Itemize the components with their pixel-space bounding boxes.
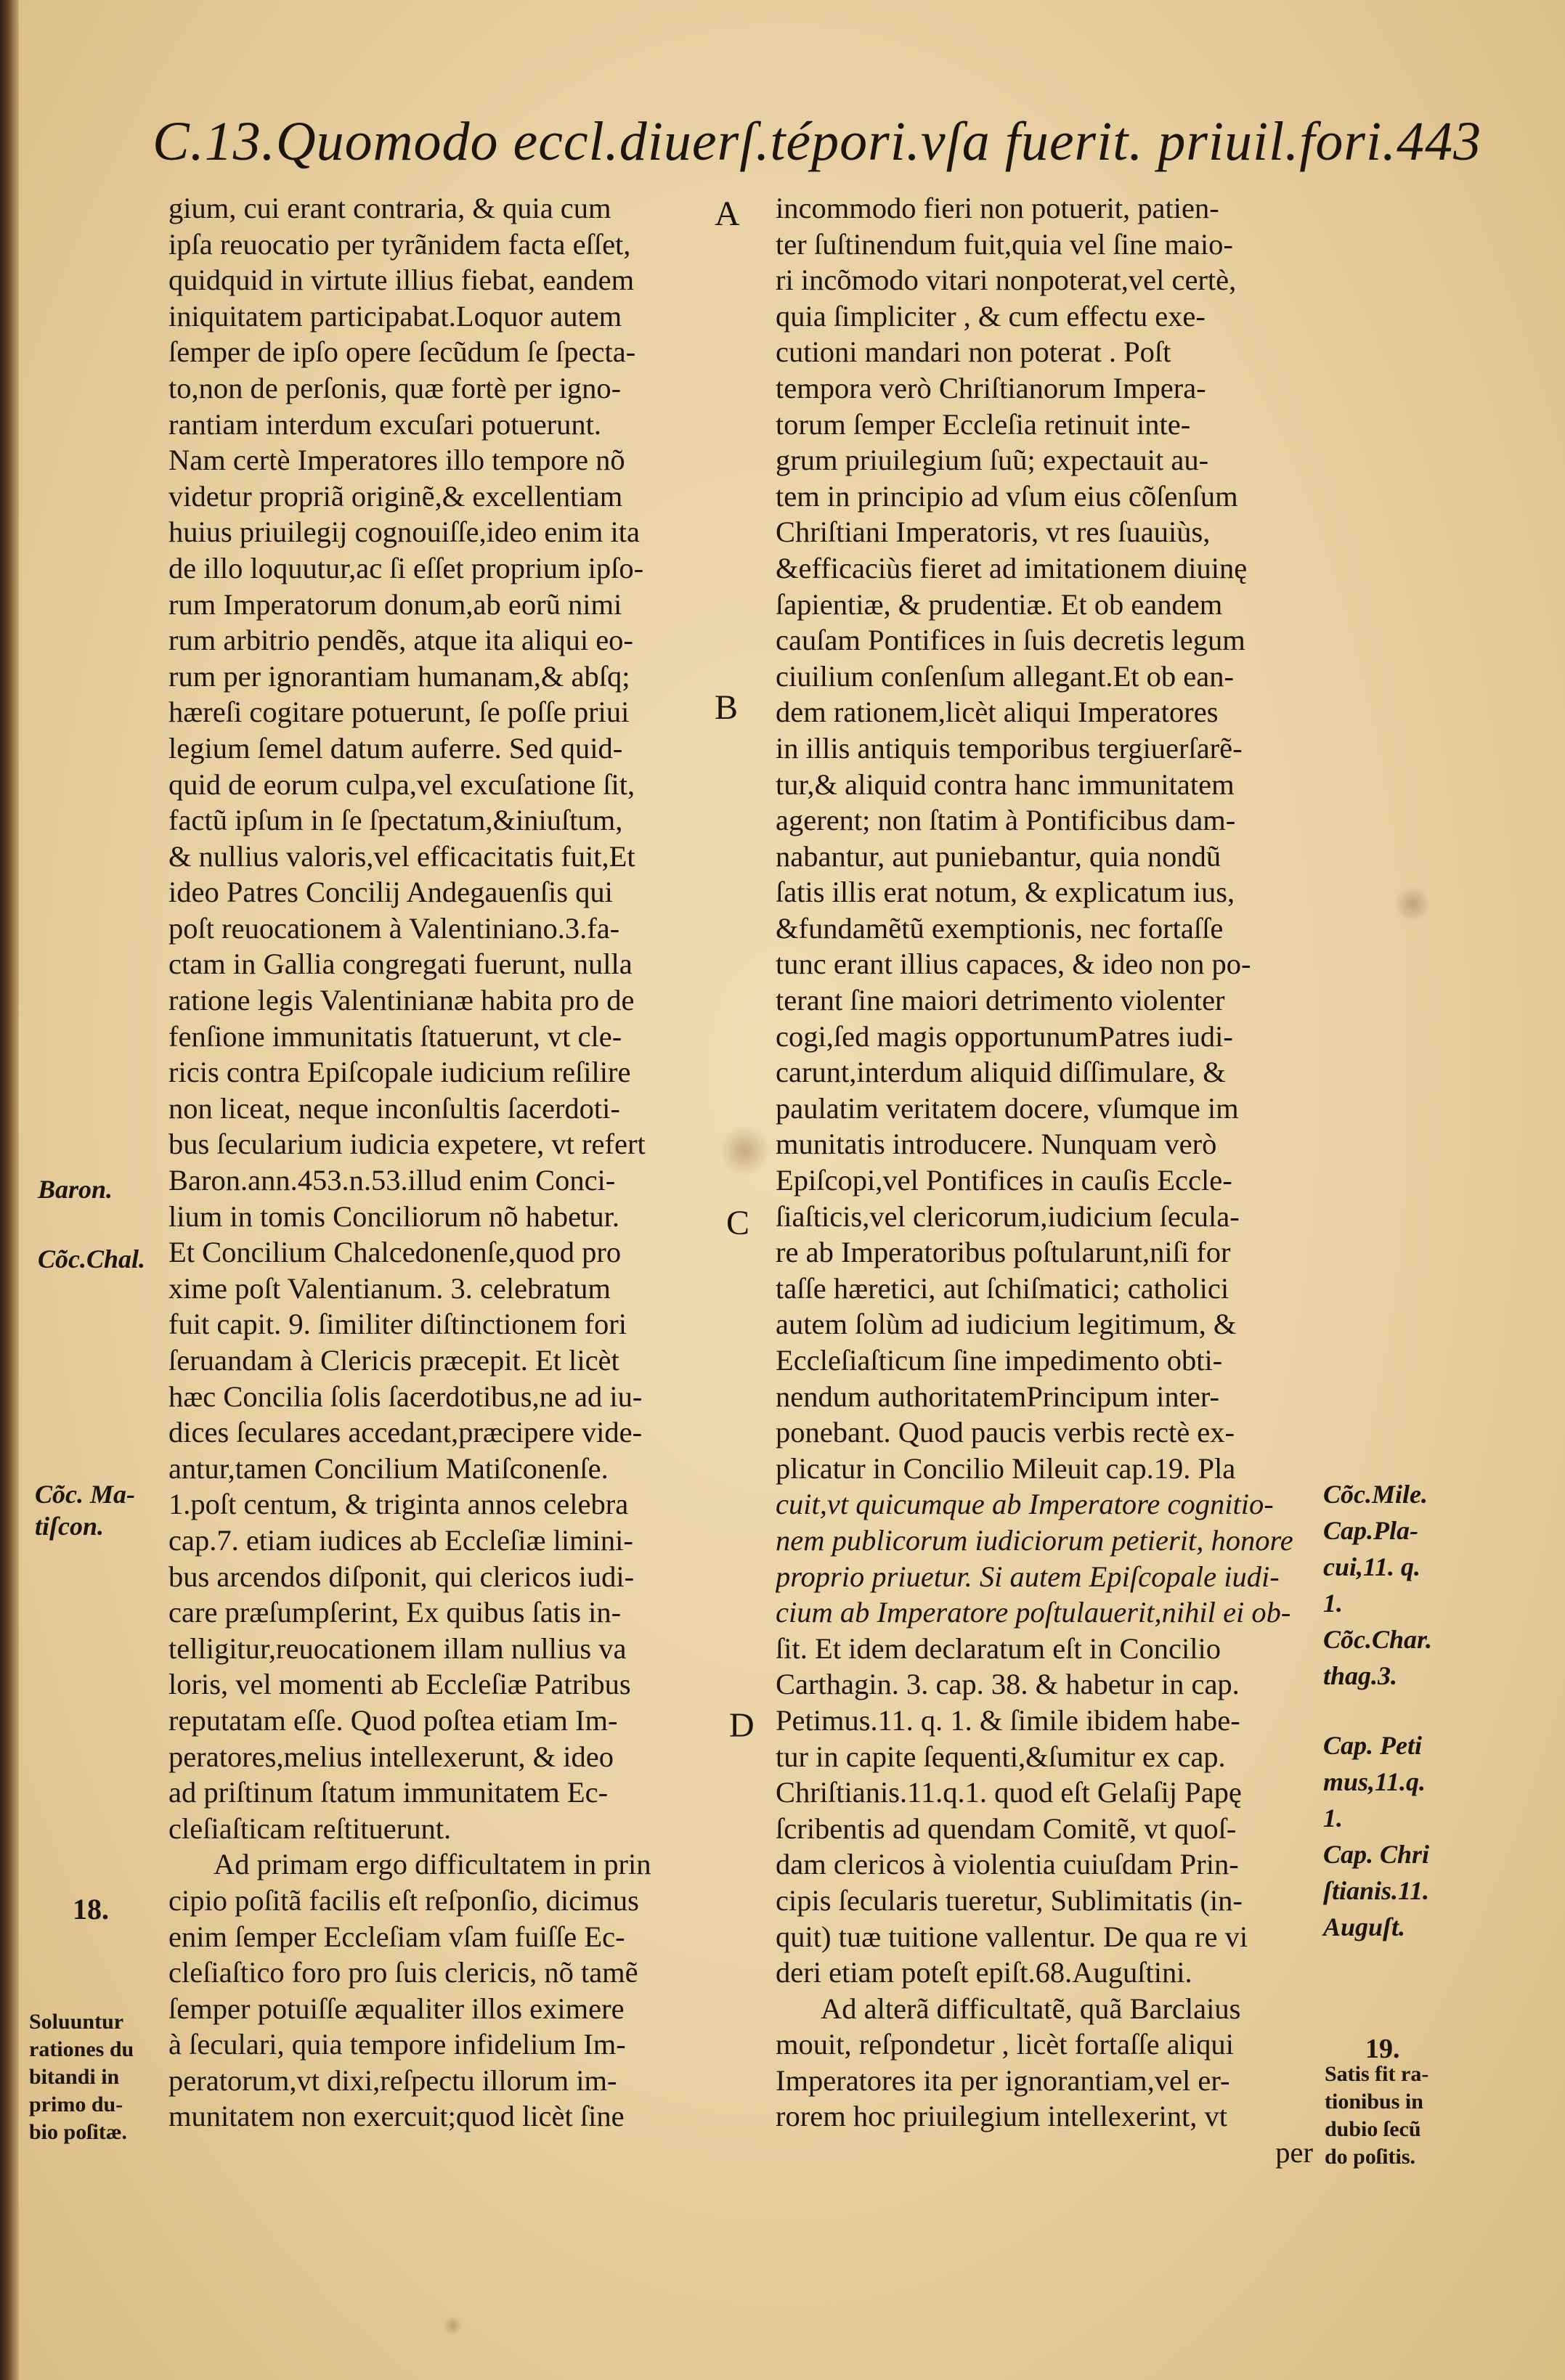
text-line: reputatam eſſe. Quod poſtea etiam Im- (168, 1703, 618, 1737)
text-line: to,non de perſonis, quæ fortè per igno- (168, 371, 622, 404)
text-line: munitatem non exercuit;quod licèt ſine (168, 2100, 625, 2133)
text-line: cium ab Imperatore poſtulauerit,nihil ei ob- (776, 1596, 1291, 1629)
text-line: de illo loquutur,ac ſi eſſet proprium ipſo- (168, 551, 644, 584)
margin-summary-right-1: Satis fit ra- (1325, 2062, 1429, 2086)
text-line: quid de eorum culpa,vel excuſatione ſit, (168, 767, 635, 801)
text-line: legium ſemel datum auferre. Sed quid- (168, 731, 623, 765)
text-line: telligitur,reuocationem illam nullius va (168, 1631, 627, 1665)
text-line: lium in tomis Conciliorum nõ habetur. (168, 1199, 619, 1233)
margin-summary-left-2: rationes du (29, 2037, 134, 2061)
text-line: tur,& aliquid contra hanc immunitatem (776, 767, 1235, 801)
text-line: factũ ipſum in ſe ſpectatum,&iniuſtum, (168, 804, 623, 837)
section-letter-a: A (715, 195, 740, 233)
margin-note-cap-petimus-3: 1. (1323, 1804, 1343, 1833)
text-line: ipſa reuocatio per tyrãnidem facta eſſet, (168, 227, 631, 261)
text-line: Epiſcopi,vel Pontifices in cauſis Eccle- (776, 1164, 1232, 1197)
text-line: paulatim veritatem docere, vſumque im (776, 1091, 1239, 1125)
margin-note-conc-matiscon: Cõc. Ma- (35, 1480, 135, 1509)
text-line: torum ſemper Eccleſia retinuit inte- (776, 407, 1191, 441)
section-letter-b: B (715, 688, 739, 727)
book-spine-edge (0, 0, 19, 2380)
text-line: ricis contra Epiſcopale iudicium reſilire (168, 1056, 631, 1089)
ink-blot (1394, 886, 1431, 922)
text-line: videtur propriã originẽ,& excellentiam (168, 479, 623, 513)
text-line: huius priuilegij cognouiſſe,ideo enim ita (168, 515, 641, 549)
text-line: hæc Concilia ſolis ſacerdotibus,ne ad iu- (168, 1379, 643, 1413)
text-line: non liceat, neque inconſultis ſacerdoti- (168, 1091, 620, 1125)
text-line: cipio poſitã facilis eſt reſponſio, dicimus (168, 1883, 639, 1917)
text-line: Baron.ann.453.n.53.illud enim Conci- (168, 1164, 616, 1197)
text-line: gium, cui erant contraria, & quia cum (168, 192, 611, 224)
text-line: Imperatores ita per ignorantiam,vel er- (776, 2063, 1230, 2097)
text-line: Carthagin. 3. cap. 38. & habetur in cap. (776, 1668, 1240, 1701)
margin-note-conc-carthag-1: Cõc.Char. (1323, 1625, 1433, 1654)
margin-note-cap-christianis-1: Cap. Chri (1323, 1840, 1430, 1869)
margin-note-cap-placuit-1: Cap.Pla- (1323, 1516, 1418, 1545)
text-line: in illis antiquis temporibus tergiuerſarẽ- (776, 731, 1243, 765)
text-line: carunt,interdum aliquid diſſimulare, & (776, 1056, 1226, 1089)
text-line: antur,tamen Concilium Matiſconenſe. (168, 1451, 609, 1485)
text-line: plicatur in Concilio Mileuit cap.19. Pla (776, 1451, 1236, 1485)
text-line: ſcribentis ad quendam Comitẽ, vt quoſ- (776, 1812, 1237, 1845)
text-line: xime poſt Valentianum. 3. celebratum (168, 1271, 611, 1305)
text-line: rum per ignorantiam humanam,& abſq; (168, 659, 630, 693)
text-line: tunc erant illius capaces, & ideo non po- (776, 947, 1251, 981)
text-line: ad priſtinum ſtatum immunitatem Ec- (168, 1776, 609, 1809)
text-line: Petimus.11. q. 1. & ſimile ibidem habe- (776, 1703, 1240, 1737)
margin-note-cap-petimus-1: Cap. Peti (1323, 1731, 1422, 1760)
text-line: & nullius valoris,vel efficacitatis fuit,Et (168, 839, 635, 873)
text-line: proprio priuetur. Si autem Epiſcopale iudi- (776, 1560, 1280, 1593)
text-line: cauſam Pontifices in ſuis decretis legum (776, 624, 1245, 657)
text-line: munitatis introducere. Nunquam verò (776, 1128, 1217, 1161)
text-line: ctam in Gallia congregati fuerunt, nulla (168, 947, 633, 981)
text-line: tempora verò Chriſtianorum Impera- (776, 371, 1206, 404)
text-line: ratione legis Valentinianæ habita pro de (168, 984, 635, 1017)
text-line: dam clericos à violentia cuiuſdam Prin- (776, 1848, 1239, 1881)
ink-blot (443, 2316, 462, 2335)
text-line: quit) tuæ tuitione vallentur. De qua re vi (776, 1920, 1248, 1953)
text-line: nabantur, aut puniebantur, quia nondũ (776, 839, 1221, 873)
text-line: rum arbitrio pendẽs, atque ita aliqui eo- (168, 624, 633, 657)
text-line: ſemper potuiſſe æqualiter illos eximere (168, 1992, 625, 2025)
text-line: Nam certè Imperatores illo tempore nõ (168, 444, 625, 477)
text-line: tur in capite ſequenti,&ſumitur ex cap. (776, 1740, 1226, 1773)
margin-note-conc-matiscon-cont: tiſcon. (35, 1512, 104, 1541)
text-line: fenſione immunitatis ſtatuerunt, vt cle- (168, 1019, 622, 1053)
text-line: ciuilium conſenſum allegant.Et ob ean- (776, 659, 1234, 693)
text-line: bus ſecularium iudicia expetere, vt refert (168, 1128, 646, 1161)
text-line: iniquitatem participabat.Loquor autem (168, 299, 622, 333)
text-line: bus arcendos diſponit, qui clericos iudi- (168, 1560, 635, 1593)
margin-note-number-18: 18. (73, 1893, 109, 1925)
margin-summary-right-3: dubio ſecũ (1325, 2117, 1421, 2141)
text-line: cipis ſecularis tueretur, Sublimitatis (in- (776, 1883, 1243, 1917)
text-line: ſiaſticis,vel clericorum,iudicium ſecula- (776, 1199, 1240, 1233)
text-line: taſſe hæretici, aut ſchiſmatici; catholici (776, 1271, 1229, 1305)
margin-note-cap-placuit-2: cui,11. q. (1323, 1552, 1421, 1581)
text-line: incommodo fieri non potuerit, patien- (776, 192, 1219, 224)
ink-blot (719, 1125, 770, 1176)
text-line: ſeruandam à Clericis præcepit. Et licèt (168, 1344, 619, 1377)
text-line: agerent; non ſtatim à Pontificibus dam- (776, 804, 1236, 837)
text-line: rum Imperatorum donum,ab eorũ nimi (168, 587, 622, 621)
text-line: ſapientiæ, & prudentiæ. Et ob eandem (776, 587, 1223, 621)
text-line: ſemper de ipſo opere ſecũdum ſe ſpecta- (168, 335, 636, 369)
right-text-column (776, 190, 1313, 2171)
text-line: peratores,melius intellexerunt, & ideo (168, 1740, 614, 1773)
text-line: ri incõmodo vitari nonpoterat,vel certè, (776, 264, 1237, 297)
margin-note-cap-christianis-2: ſtianis.11. (1323, 1876, 1430, 1905)
margin-summary-right-2: tionibus in (1325, 2090, 1423, 2114)
text-line: cap.7. etiam iudices ab Eccleſiæ limini- (168, 1523, 633, 1557)
left-text-column (168, 190, 706, 2135)
text-line: à ſeculari, quia tempore infidelium Im- (168, 2028, 626, 2061)
text-line: nem publicorum iudiciorum petierit, honore (776, 1523, 1293, 1557)
margin-summary-left-5: bio poſitæ. (29, 2120, 128, 2144)
margin-note-cap-petimus-2: mus,11.q. (1323, 1767, 1426, 1796)
text-line: quia ſimpliciter , & cum effectu exe- (776, 299, 1206, 333)
margin-note-conc-mileuit: Cõc.Mile. (1323, 1480, 1428, 1509)
margin-summary-right-4: do poſitis. (1325, 2145, 1416, 2169)
text-line: Chriſtiani Imperatoris, vt res ſuauiùs, (776, 515, 1211, 549)
text-line: dem rationem,licèt aliqui Imperatores (776, 696, 1219, 729)
text-line: cogi,ſed magis opportunumPatres iudi- (776, 1019, 1233, 1053)
text-line: mouit, reſpondetur , licèt fortaſſe aliqui (776, 2028, 1234, 2061)
text-line: ſit. Et idem declaratum eſt in Concilio (776, 1631, 1221, 1665)
text-line: ſatis illis erat notum, & explicatum ius, (776, 876, 1235, 909)
text-line: autem ſolùm ad iudicium legitimum, & (776, 1308, 1237, 1341)
text-line: cleſiaſtico foro pro ſuis clericis, nõ tamẽ (168, 1956, 638, 1989)
margin-summary-left-1: Soluuntur (29, 2010, 124, 2034)
margin-summary-left-3: bitandi in (29, 2065, 120, 2089)
text-line: Eccleſiaſticum ſine impedimento obti- (776, 1344, 1223, 1377)
text-line: 1.poſt centum, & triginta annos celebra (168, 1488, 629, 1521)
text-line: re ab Imperatoribus poſtularunt,niſi for (776, 1236, 1231, 1269)
text-line: &fundamẽtũ exemptionis, nec fortaſſe (776, 911, 1224, 945)
section-letter-c: C (726, 1204, 750, 1242)
margin-note-cap-placuit-3: 1. (1323, 1589, 1343, 1618)
margin-summary-left-4: primo du- (29, 2092, 123, 2116)
margin-note-number-19: 19. (1365, 2034, 1400, 2064)
text-line: dices ſeculares accedant,præcipere vide- (168, 1416, 643, 1449)
text-line: rantiam interdum excuſari potuerunt. (168, 407, 602, 441)
text-line: quidquid in virtute illius fiebat, eandem (168, 264, 635, 297)
text-line: peratorum,vt dixi,reſpectu illorum im- (168, 2063, 617, 2097)
text-line: per (1275, 2136, 1313, 2169)
margin-note-conc-carthag-2: thag.3. (1323, 1661, 1398, 1690)
text-line: poſt reuocationem à Valentiniano.3.fa- (168, 911, 620, 945)
text-line: deri etiam poteſt epiſt.68.Auguſtini. (776, 1956, 1192, 1989)
text-line: cutioni mandari non poterat . Poſt (776, 335, 1171, 369)
text-line: ponebant. Quod paucis verbis rectè ex- (776, 1416, 1235, 1449)
text-line: nendum authoritatemPrincipum inter- (776, 1379, 1220, 1413)
text-line: terant ſine maiori detrimento violenter (776, 984, 1225, 1017)
text-line: &efficaciùs fieret ad imitationem diuinę (776, 551, 1248, 584)
text-line: Et Concilium Chalcedonenſe,quod pro (168, 1236, 622, 1269)
text-line: enim ſemper Eccleſiam vſam fuiſſe Ec- (168, 1920, 625, 1953)
text-line: cleſiaſticam reſtituerunt. (168, 1812, 452, 1845)
text-line: Ad alterã difficultatẽ, quã Barclaius (821, 1992, 1241, 2025)
text-line: care præſumpſerint, Ex quibus ſatis in- (168, 1596, 622, 1629)
text-line: Ad primam ergo difficultatem in prin (214, 1848, 651, 1881)
text-line: ter ſuſtinendum fuit,quia vel ſine maio- (776, 227, 1233, 261)
text-line: ideo Patres Concilij Andegauenſis qui (168, 876, 613, 909)
text-line: hæreſi cogitare potuerunt, ſe poſſe priui (168, 696, 630, 729)
margin-note-baron: Baron. (38, 1175, 113, 1204)
margin-note-cap-christianis-3: Auguſt. (1323, 1912, 1406, 1941)
text-line: grum priuilegium ſuũ; expectauit au- (776, 444, 1209, 477)
text-line: tem in principio ad vſum eius cõſenſum (776, 479, 1238, 513)
text-line: cuit,vt quicumque ab Imperatore cognitio- (776, 1488, 1274, 1521)
section-letter-d: D (729, 1706, 755, 1745)
text-line: Chriſtianis.11.q.1. quod eſt Gelaſij Papę (776, 1776, 1242, 1809)
text-line: rorem hoc priuilegium intellexerint, vt (776, 2100, 1227, 2133)
text-line: loris, vel momenti ab Eccleſiæ Patribus (168, 1668, 631, 1701)
text-line: fuit capit. 9. ſimiliter diſtinctionem fori (168, 1308, 627, 1341)
running-header: C.13.Quomodo eccl.diuerſ.tépori.vſa fuerit. priuil.fori.443 (153, 111, 1482, 172)
margin-note-conc-chalcedon: Cõc.Chal. (38, 1244, 146, 1273)
